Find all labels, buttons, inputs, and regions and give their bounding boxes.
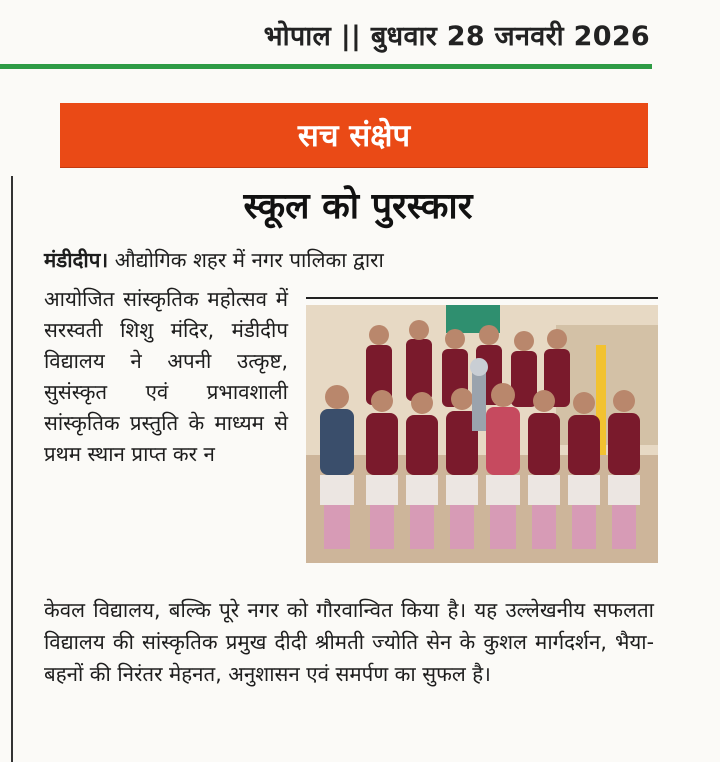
column-rule xyxy=(11,176,13,762)
article-headline: स्कूल को पुरस्कार xyxy=(243,186,473,227)
section-title: सच संक्षेप xyxy=(297,118,411,154)
article-body-wrapped: आयोजित सांस्कृतिक महोत्सव में सरस्वती शिशु मंदिर, मंडीदीप विद्यालय ने अपनी उत्कृष्ट, सुसंस्कृत एवं प्रभावशाली सांस्कृतिक प्रस्तुति के माध्यम से प्रथम स्थान प्राप्त कर न xyxy=(44,287,288,466)
section-banner xyxy=(60,103,648,167)
article-body-continued: केवल विद्यालय, बल्कि पूरे नगर को गौरवान्वित किया है। यह उल्लेखनीय सफलता विद्यालय की सांस्कृतिक प्रमुख दीदी श्रीमती ज्योति सेन के कुशल मार्गदर्शन, भैया-बहनों की निरंतर मेहनत, अनुशासन एवं समर्पण का सुफल है। xyxy=(44,598,654,686)
issue-dateline: भोपाल || बुधवार 28 जनवरी 2026 xyxy=(263,21,650,52)
photo-top-rule xyxy=(306,297,658,299)
group-photo-illustration xyxy=(306,305,658,563)
article-dateline: मंडीदीप। xyxy=(44,248,109,272)
article-lead xyxy=(44,245,654,276)
award-group-photo xyxy=(306,305,658,563)
article-first-line: औद्योगिक शहर में नगर पालिका द्वारा xyxy=(114,248,384,272)
header-divider xyxy=(0,64,652,69)
